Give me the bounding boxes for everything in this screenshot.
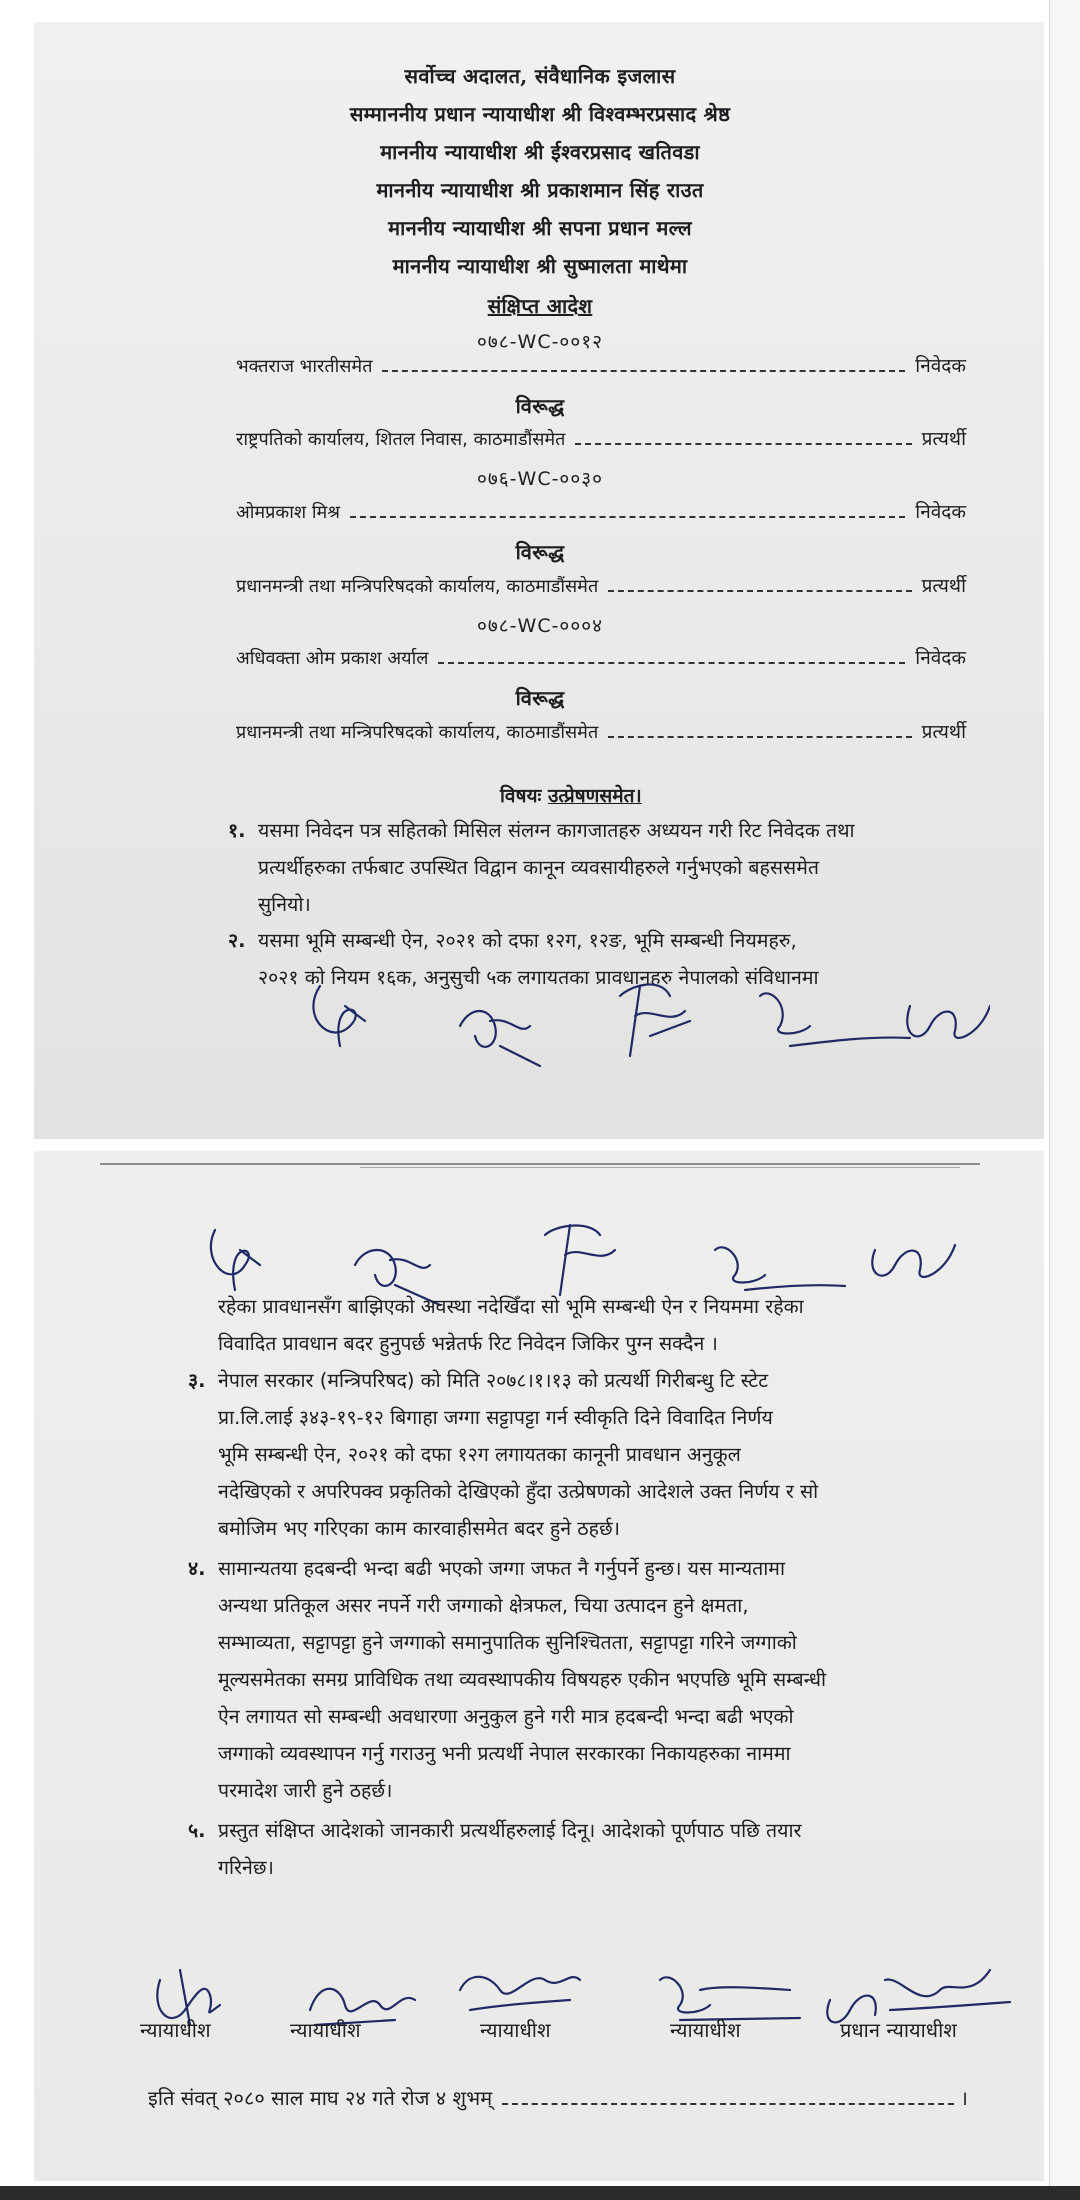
case-2-petitioner-row	[236, 498, 966, 524]
paragraph-line: गरिनेछ।	[218, 1856, 274, 1879]
paragraph-number: ३.	[188, 1369, 206, 1392]
case-2-respondent-row	[236, 572, 966, 598]
judges-initials-page-1	[290, 966, 990, 1076]
subject-value: उत्प्रेषणसमेत।	[547, 785, 642, 807]
paragraph-number: ५.	[188, 1819, 206, 1842]
respondent-name: राष्ट्रपतिको कार्यालय, शितल निवास, काठमाडौंसमेत	[236, 429, 566, 450]
respondent-role: प्रत्यर्थी	[921, 721, 966, 743]
dash-leader	[608, 736, 911, 738]
case-number-2: ०७६-WC-००३०	[477, 468, 603, 490]
paragraph-line: परमादेश जारी हुने ठहर्छ।	[218, 1779, 393, 1802]
page-edge-line	[100, 1163, 980, 1165]
closing-line	[148, 2084, 968, 2111]
dash-leader	[382, 370, 905, 372]
signature-label-3: न्यायाधीश	[480, 2018, 551, 2042]
paragraph-number: २.	[228, 929, 246, 952]
paragraph-line: मूल्यसमेतका समग्र प्राविधिक तथा व्यवस्थापकीय विषयहरु एकीन भएपछि भूमि सम्बन्धी	[218, 1668, 827, 1691]
paragraph-number: १.	[228, 819, 246, 842]
paragraph-line: भूमि सम्बन्धी ऐन, २०२१ को दफा १२ग लगायतका कानूनी प्रावधान अनुकूल	[218, 1443, 741, 1466]
petitioner-name: ओमप्रकाश मिश्र	[236, 502, 341, 523]
petitioner-name: भक्तराज भारतीसमेत	[236, 356, 373, 377]
subject-line	[500, 782, 642, 808]
closing-text: इति संवत् २०८० साल माघ २४ गते रोज ४ शुभम्	[148, 2086, 493, 2110]
case-3-petitioner-row	[236, 644, 966, 670]
paragraph-4	[188, 1550, 968, 1809]
paragraph-line: सुनियो।	[258, 893, 311, 916]
dash-leader	[438, 662, 905, 664]
case-3-respondent-row	[236, 718, 966, 744]
dash-leader	[502, 2103, 954, 2105]
paragraph-line: रहेका प्रावधानसँग बाझिएको अवस्था नदेखिँदा सो भूमि सम्बन्धी ऐन र नियममा रहेका	[218, 1295, 804, 1318]
petitioner-role: निवेदक	[915, 355, 966, 377]
order-title: संक्षिप्त आदेश	[487, 294, 593, 318]
paragraph-line: ऐन लगायत सो सम्बन्धी अवधारणा अनुकुल हुने गरी मात्र हदबन्दी भन्दा बढी भएको	[218, 1705, 794, 1728]
paragraph-3	[188, 1362, 968, 1547]
paragraph-line: सामान्यतया हदबन्दी भन्दा बढी भएको जग्गा जफत नै गर्नुपर्ने हुन्छ। यस मान्यतामा	[218, 1557, 786, 1580]
court-name: सर्वोच्च अदालत, संवैधानिक इजलास	[404, 64, 676, 88]
case-number-3: ०७८-WC-०००४	[477, 615, 603, 637]
respondent-role: प्रत्यर्थी	[921, 575, 966, 597]
signature-label-1: न्यायाधीश	[140, 2018, 211, 2042]
case-number-1: ०७८-WC-००१२	[477, 331, 603, 353]
respondent-name: प्रधानमन्त्री तथा मन्त्रिपरिषदको कार्यालय, काठमाडौंसमेत	[236, 576, 599, 597]
signature-label-4: न्यायाधीश	[670, 2018, 741, 2042]
case-1-respondent-row	[236, 425, 966, 451]
bench-chief-justice: सम्माननीय प्रधान न्यायाधीश श्री विश्वम्भरप्रसाद श्रेष्ठ	[349, 102, 731, 126]
bench-justice-1: माननीय न्यायाधीश श्री ईश्वरप्रसाद खतिवडा	[380, 140, 700, 164]
versus-label-1: विरूद्ध	[515, 394, 565, 418]
page-gap	[34, 1139, 1044, 1151]
paragraph-line: २०२१ को नियम १६क, अनुसुची ५क लगायतका प्रावधानहरु नेपालको संविधानमा	[258, 966, 819, 989]
bench-justice-4: माननीय न्यायाधीश श्री सुष्मालता माथेमा	[392, 254, 688, 278]
scrollbar-track[interactable]	[1049, 0, 1080, 2200]
paragraph-line: यसमा निवेदन पत्र सहितको मिसिल संलग्न कागजातहरु अध्ययन गरी रिट निवेदक तथा	[258, 819, 855, 842]
paragraph-2-continued	[218, 1288, 968, 1362]
paragraph-number: ४.	[188, 1557, 206, 1580]
closing-end: ।	[960, 2086, 968, 2110]
paragraph-line: नदेखिएको र अपरिपक्व प्रकृतिको देखिएको हुँदा उत्प्रेषणको आदेशले उक्त निर्णय र सो	[218, 1480, 819, 1503]
dash-leader	[575, 443, 911, 445]
bench-justice-2: माननीय न्यायाधीश श्री प्रकाशमान सिंह राउत	[376, 178, 704, 202]
paragraph-line: जग्गाको व्यवस्थापन गर्नु गराउनु भनी प्रत्यर्थी नेपाल सरकारका निकायहरुका नाममा	[218, 1742, 791, 1765]
signature-label-2: न्यायाधीश	[290, 2018, 361, 2042]
dash-leader	[350, 516, 905, 518]
page-edge-line-2	[360, 1167, 960, 1168]
case-1-petitioner-row	[236, 352, 966, 378]
petitioner-role: निवेदक	[915, 501, 966, 523]
petitioner-role: निवेदक	[915, 647, 966, 669]
dash-leader	[608, 590, 911, 592]
paragraph-line: यसमा भूमि सम्बन्धी ऐन, २०२१ को दफा १२ग, १२ङ, भूमि सम्बन्धी नियमहरु,	[258, 929, 797, 952]
subject-label: विषयः	[500, 785, 542, 807]
paragraph-line: नेपाल सरकार (मन्त्रिपरिषद) को मिति २०७८।१।१३ को प्रत्यर्थी गिरीबन्धु टि स्टेट	[218, 1369, 769, 1392]
paragraph-line: सम्भाव्यता, सट्टापट्टा हुने जग्गाको समानुपातिक सुनिश्चितता, सट्टापट्टा गरिने जग्गाको	[218, 1631, 797, 1654]
respondent-name: प्रधानमन्त्री तथा मन्त्रिपरिषदको कार्यालय, काठमाडौंसमेत	[236, 722, 599, 743]
petitioner-name: अधिवक्ता ओम प्रकाश अर्याल	[236, 648, 429, 669]
paragraph-line: विवादित प्रावधान बदर हुनुपर्छ भन्नेतर्फ रिट निवेदन जिकिर पुग्न सक्दैन ।	[218, 1332, 718, 1355]
paragraph-line: प्रत्यर्थीहरुका तर्फबाट उपस्थित विद्वान कानून व्यवसायीहरुले गर्नुभएको बहससमेत	[258, 856, 819, 879]
versus-label-3: विरूद्ध	[515, 686, 565, 710]
paragraph-line: अन्यथा प्रतिकूल असर नपर्ने गरी जग्गाको क्षेत्रफल, चिया उत्पादन हुने क्षमता,	[218, 1594, 749, 1617]
bench-justice-3: माननीय न्यायाधीश श्री सपना प्रधान मल्ल	[388, 216, 692, 240]
paragraph-line: बमोजिम भए गरिएका काम कारवाहीसमेत बदर हुने ठहर्छ।	[218, 1517, 621, 1540]
paragraph-5	[188, 1812, 968, 1886]
paragraph-1	[228, 812, 966, 923]
paragraph-line: प्रस्तुत संक्षिप्त आदेशको जानकारी प्रत्यर्थीहरुलाई दिनू। आदेशको पूर्णपाठ पछि तयार	[218, 1819, 802, 1842]
signature-label-chief: प्रधान न्यायाधीश	[840, 2018, 957, 2042]
paragraph-line: प्रा.लि.लाई ३४३-१९-१२ बिगाहा जग्गा सट्टापट्टा गर्न स्वीकृति दिने विवादित निर्णय	[218, 1406, 773, 1429]
bottom-bar	[0, 2186, 1080, 2200]
respondent-role: प्रत्यर्थी	[921, 428, 966, 450]
versus-label-2: विरूद्ध	[515, 540, 565, 564]
